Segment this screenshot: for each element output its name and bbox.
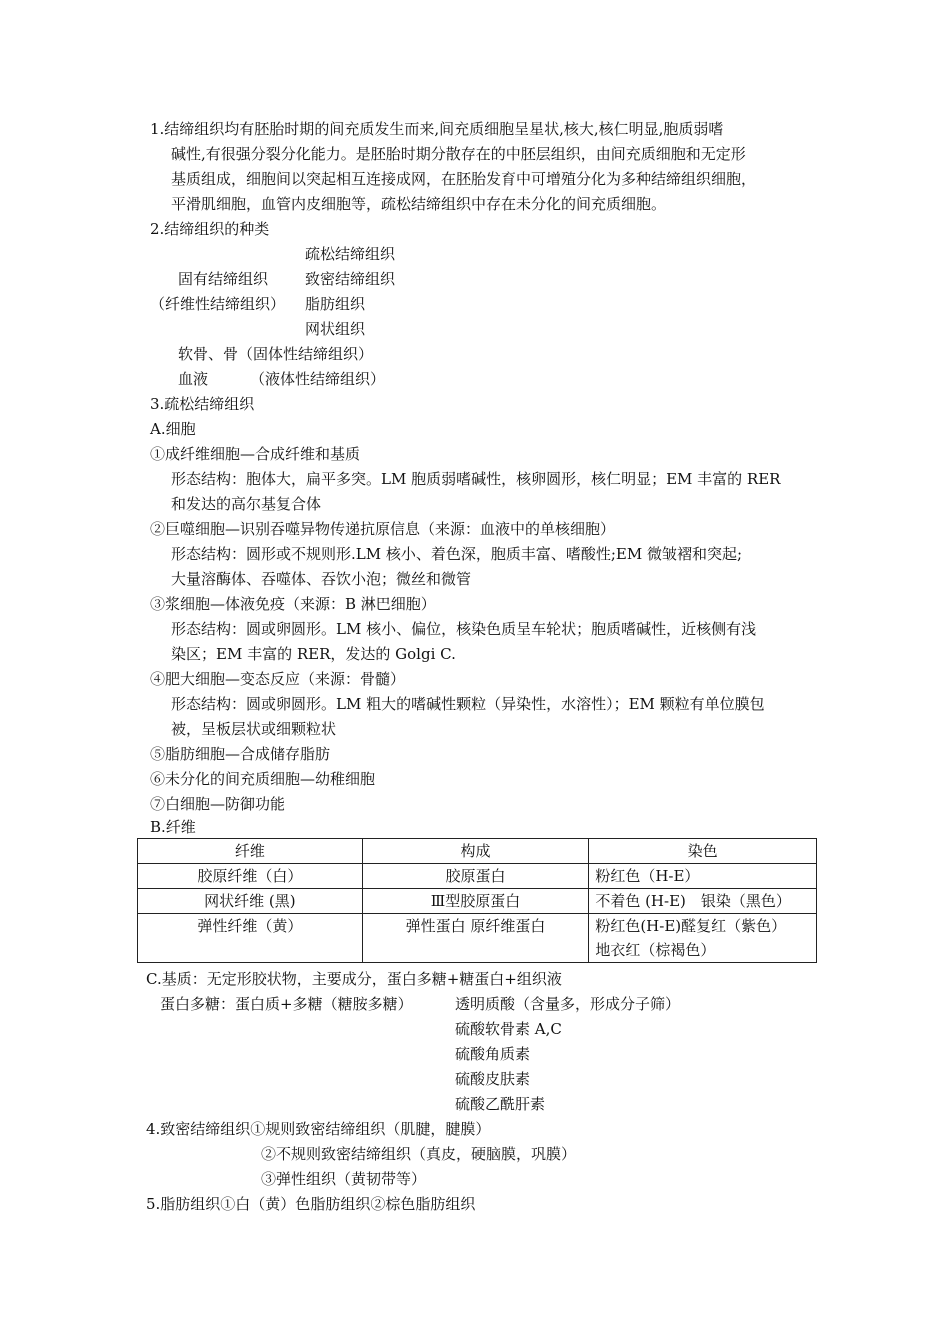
s4-line-3: ③弹性组织（黄韧带等） — [261, 1170, 427, 1188]
table-header-row — [138, 839, 817, 864]
fiber-table — [137, 838, 817, 963]
table-cell: 粉红色（H-E） — [589, 864, 817, 889]
cell-4-morph-1: 形态结构：圆或卵圆形。LM 粗大的嗜碱性颗粒（异染性，水溶性）；EM 颗粒有单位膜包 — [171, 695, 765, 713]
s4-line-1: 4.致密结缔组织①规则致密结缔组织（肌腱，腱膜） — [146, 1120, 491, 1138]
table-row — [138, 914, 817, 963]
s2-dense: 致密结缔组织 — [305, 270, 396, 288]
s1-line-4: 平滑肌细胞，血管内皮细胞等，疏松结缔组织中存在未分化的间充质细胞。 — [171, 195, 667, 213]
cell-4: ④肥大细胞—变态反应（来源：骨髓） — [150, 670, 406, 688]
s2-cartilage-bone: 软骨、骨（固体性结缔组织） — [178, 345, 374, 363]
gag-2: 硫酸软骨素 A,C — [455, 1020, 562, 1038]
table-header: 构成 — [362, 839, 589, 864]
cell-1: ①成纤维细胞—合成纤维和基质 — [150, 445, 361, 463]
table-header: 纤维 — [138, 839, 363, 864]
cell-2-morph-2: 大量溶酶体、吞噬体、吞饮小泡；微丝和微管 — [171, 570, 472, 588]
table-cell: 不着色 (H-E) 银染（黑色） — [589, 889, 817, 914]
cell-4-morph-2: 被，呈板层状或细颗粒状 — [171, 720, 337, 738]
cell-1-morph-1: 形态结构：胞体大，扁平多突。LM 胞质弱嗜碱性，核卵圆形，核仁明显；EM 丰富的 RER — [171, 470, 781, 488]
s4-line-2: ②不规则致密结缔组织（真皮，硬脑膜，巩膜） — [261, 1145, 577, 1163]
s2-blood: 血液 — [178, 370, 209, 388]
s2-fibrous: （纤维性结缔组织） — [150, 295, 286, 313]
table-cell: 胶原纤维（白） — [138, 864, 363, 889]
cell-3-morph-1: 形态结构：圆或卵圆形。LM 核小、偏位，核染色质呈车轮状；胞质嗜碱性，近核侧有浅 — [171, 620, 757, 638]
cell-2: ②巨噬细胞—识别吞噬异物传递抗原信息（来源：血液中的单核细胞） — [150, 520, 616, 538]
cell-3: ③浆细胞—体液免疫（来源：B 淋巴细胞） — [150, 595, 436, 613]
s3-title: 3.疏松结缔组织 — [150, 395, 255, 413]
gag-3: 硫酸角质素 — [455, 1045, 531, 1063]
cell-5: ⑤脂肪细胞—合成储存脂肪 — [150, 745, 331, 763]
table-cell: 弹性蛋白 原纤维蛋白 — [362, 914, 589, 963]
s3-b-title: B.纤维 — [150, 818, 196, 836]
cell-2-morph-1: 形态结构：圆形或不规则形.LM 核小、着色深，胞质丰富、嗜酸性;EM 微皱褶和突起; — [171, 545, 743, 563]
cell-3-morph-2: 染区；EM 丰富的 RER，发达的 Golgi C. — [171, 645, 456, 663]
s1-line-1: 1.结缔组织均有胚胎时期的间充质发生而来,间充质细胞呈星状,核大,核仁明显,胞质弱嗜 — [150, 120, 724, 138]
s3-c-title: C.基质：无定形胶状物，主要成分，蛋白多糖+糖蛋白+组织液 — [146, 970, 562, 988]
s2-title: 2.结缔组织的种类 — [150, 220, 270, 238]
s5-line-1: 5.脂肪组织①白（黄）色脂肪组织②棕色脂肪组织 — [146, 1195, 476, 1213]
cell-1-morph-2: 和发达的高尔基复合体 — [171, 495, 322, 513]
table-cell: 弹性纤维（黄） — [138, 914, 363, 963]
gag-1: 透明质酸（含量多，形成分子筛） — [455, 995, 681, 1013]
s2-proper: 固有结缔组织 — [178, 270, 269, 288]
table-cell: Ⅲ型胶原蛋白 — [362, 889, 589, 914]
gag-5: 硫酸乙酰肝素 — [455, 1095, 546, 1113]
table-row — [138, 864, 817, 889]
cell-7: ⑦白细胞—防御功能 — [150, 795, 286, 813]
table-row — [138, 889, 817, 914]
table-cell: 网状纤维 (黑) — [138, 889, 363, 914]
s2-adipose: 脂肪组织 — [305, 295, 366, 313]
table-cell-line: 粉红色(H-E)醛复红（紫色） — [595, 917, 787, 935]
table-header: 染色 — [589, 839, 817, 864]
s2-reticular: 网状组织 — [305, 320, 366, 338]
s1-line-2: 碱性,有很强分裂分化能力。是胚胎时期分散存在的中胚层组织，由间充质细胞和无定形 — [171, 145, 746, 163]
s2-blood-note: （液体性结缔组织） — [250, 370, 386, 388]
proteoglycan: 蛋白多糖：蛋白质+多糖（糖胺多糖） — [160, 995, 413, 1013]
s2-loose: 疏松结缔组织 — [305, 245, 396, 263]
table-cell: 胶原蛋白 — [362, 864, 589, 889]
s3-a-title: A.细胞 — [150, 420, 196, 438]
gag-4: 硫酸皮肤素 — [455, 1070, 531, 1088]
table-cell-line: 地衣红（棕褐色） — [595, 941, 716, 959]
table-cell — [589, 914, 817, 963]
s1-line-3: 基质组成，细胞间以突起相互连接成网，在胚胎发育中可增殖分化为多种结缔组织细胞， — [171, 170, 757, 188]
cell-6: ⑥未分化的间充质细胞—幼稚细胞 — [150, 770, 376, 788]
